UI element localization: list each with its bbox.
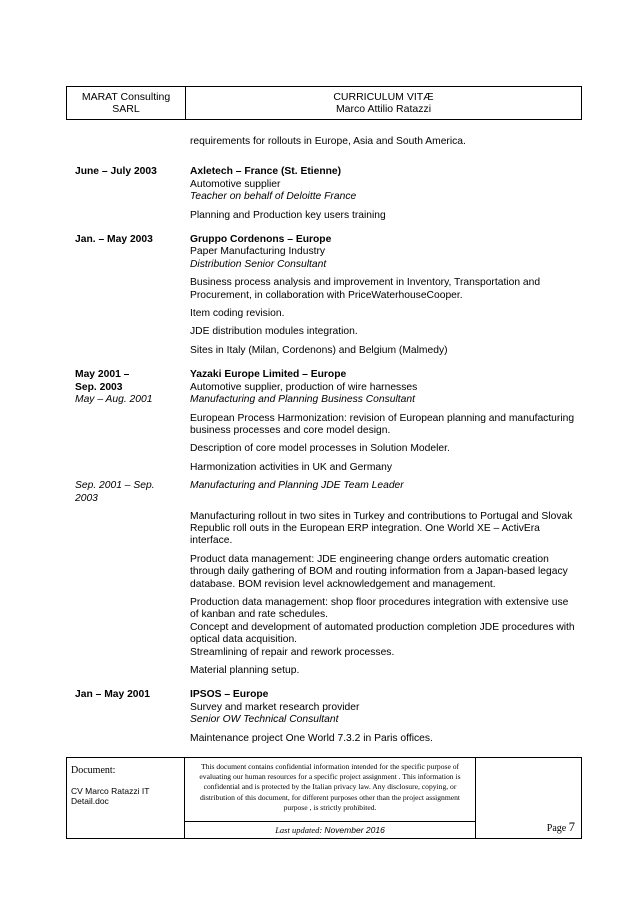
file-name-ext: Detail.doc	[71, 796, 109, 806]
job-item: JDE distribution modules integration.	[190, 326, 358, 338]
job-company: Axletech – France (St. Etienne)	[190, 166, 342, 178]
job-date-start: May 2001 –	[75, 369, 130, 381]
job-sector: Survey and market research provider	[190, 701, 360, 713]
job-item: Harmonization activities in UK and Germany	[190, 461, 393, 473]
job-company: Gruppo Cordenons – Europe	[190, 234, 332, 246]
job-subdate: Sep. 2001 – Sep. 2003	[75, 480, 155, 504]
job-company: Yazaki Europe Limited – Europe	[190, 369, 347, 381]
job-sector: Paper Manufacturing Industry	[190, 246, 326, 258]
job-item: Maintenance project One World 7.3.2 in Paris offices.	[190, 732, 433, 744]
job-item: Planning and Production key users training	[190, 209, 386, 221]
job-item: European Process Harmonization: revision of European planning and manufacturing business processes and core model design.	[190, 412, 575, 436]
page-footer	[66, 757, 582, 839]
job-date: June – July 2003	[75, 166, 157, 178]
confidentiality-notice: This document contains confidential information intended for the specific purpose of evaluating our human resources for a specific project assignment . This information is confidential and is protected by the Italian privacy law. Any disclosure, copying, or distribution of this document, for different purposes other than the project assignment purpose , is strictly prohibited.	[199, 762, 461, 812]
job-item: Manufacturing rollout in two sites in Turkey and contributions to Portugal and Slovak Republic roll outs in the European ERP integration. One World XE – ActivEra interface.	[190, 510, 573, 547]
job-entry	[75, 369, 575, 480]
job-item: Description of core model processes in Solution Modeler.	[190, 443, 450, 455]
job-date: Jan – May 2001	[75, 689, 150, 701]
job-role: Distribution Senior Consultant	[190, 258, 327, 270]
cv-body	[75, 136, 575, 745]
job-date-sub: May – Aug. 2001	[75, 394, 153, 406]
job-entry	[75, 689, 575, 745]
job-item: Sites in Italy (Milan, Cordenons) and Belgium (Malmedy)	[190, 344, 448, 356]
page-label: Page	[546, 823, 567, 834]
job-item: Production data management: shop floor procedures integration with extensive use of kanban and rate schedules.	[190, 596, 569, 621]
page-number: 7	[568, 820, 575, 834]
job-role: Manufacturing and Planning Business Consultant	[190, 394, 415, 406]
continuation-text: requirements for rollouts in Europe, Asia and South America.	[190, 136, 466, 147]
company-cell	[67, 87, 186, 119]
company-type: SARL	[112, 103, 140, 115]
document-title: CURRICULUM VITÆ	[333, 91, 434, 103]
job-role: Senior OW Technical Consultant	[190, 714, 339, 726]
job-entry	[75, 234, 575, 363]
file-name: CV Marco Ratazzi IT	[71, 786, 150, 796]
page-cell	[476, 758, 581, 838]
document-label: Document:	[71, 765, 116, 776]
job-subentry	[75, 480, 575, 683]
job-item: Business process analysis and improvement in Inventory, Transportation and Procurement, in collaboration with PriceWaterhouseCooper.	[190, 277, 541, 301]
job-role: Teacher on behalf of Deloitte France	[190, 191, 357, 203]
job-date: Jan. – May 2003	[75, 234, 153, 246]
last-updated	[185, 821, 475, 838]
job-sector: Automotive supplier	[190, 178, 281, 190]
company-name: MARAT Consulting	[81, 91, 171, 103]
job-item: Streamlining of repair and rework processes.	[190, 646, 395, 658]
notice-cell	[185, 758, 476, 838]
last-updated-label: Last updated:	[275, 825, 323, 835]
page-header	[66, 86, 582, 120]
job-date-end: Sep. 2003	[75, 381, 123, 393]
job-sector: Automotive supplier, production of wire harnesses	[190, 381, 418, 393]
job-item: Material planning setup.	[190, 665, 300, 676]
document-cell	[67, 758, 185, 838]
job-item: Product data management: JDE engineering change orders automatic creation through daily gathering of BOM and routing information from a Japan-based legacy database. BOM revision level acknowledgement and management.	[190, 553, 568, 590]
job-item: Item coding revision.	[190, 308, 285, 320]
job-entry	[75, 166, 575, 228]
person-name: Marco Attilio Ratazzi	[335, 103, 432, 115]
last-updated-value: November 2016	[324, 825, 385, 835]
job-subrole: Manufacturing and Planning JDE Team Leader	[190, 480, 404, 492]
job-company: IPSOS – Europe	[190, 689, 269, 701]
title-cell	[186, 87, 581, 119]
job-item: Concept and development of automated production completion JDE procedures with optical data acquisition.	[190, 621, 575, 646]
